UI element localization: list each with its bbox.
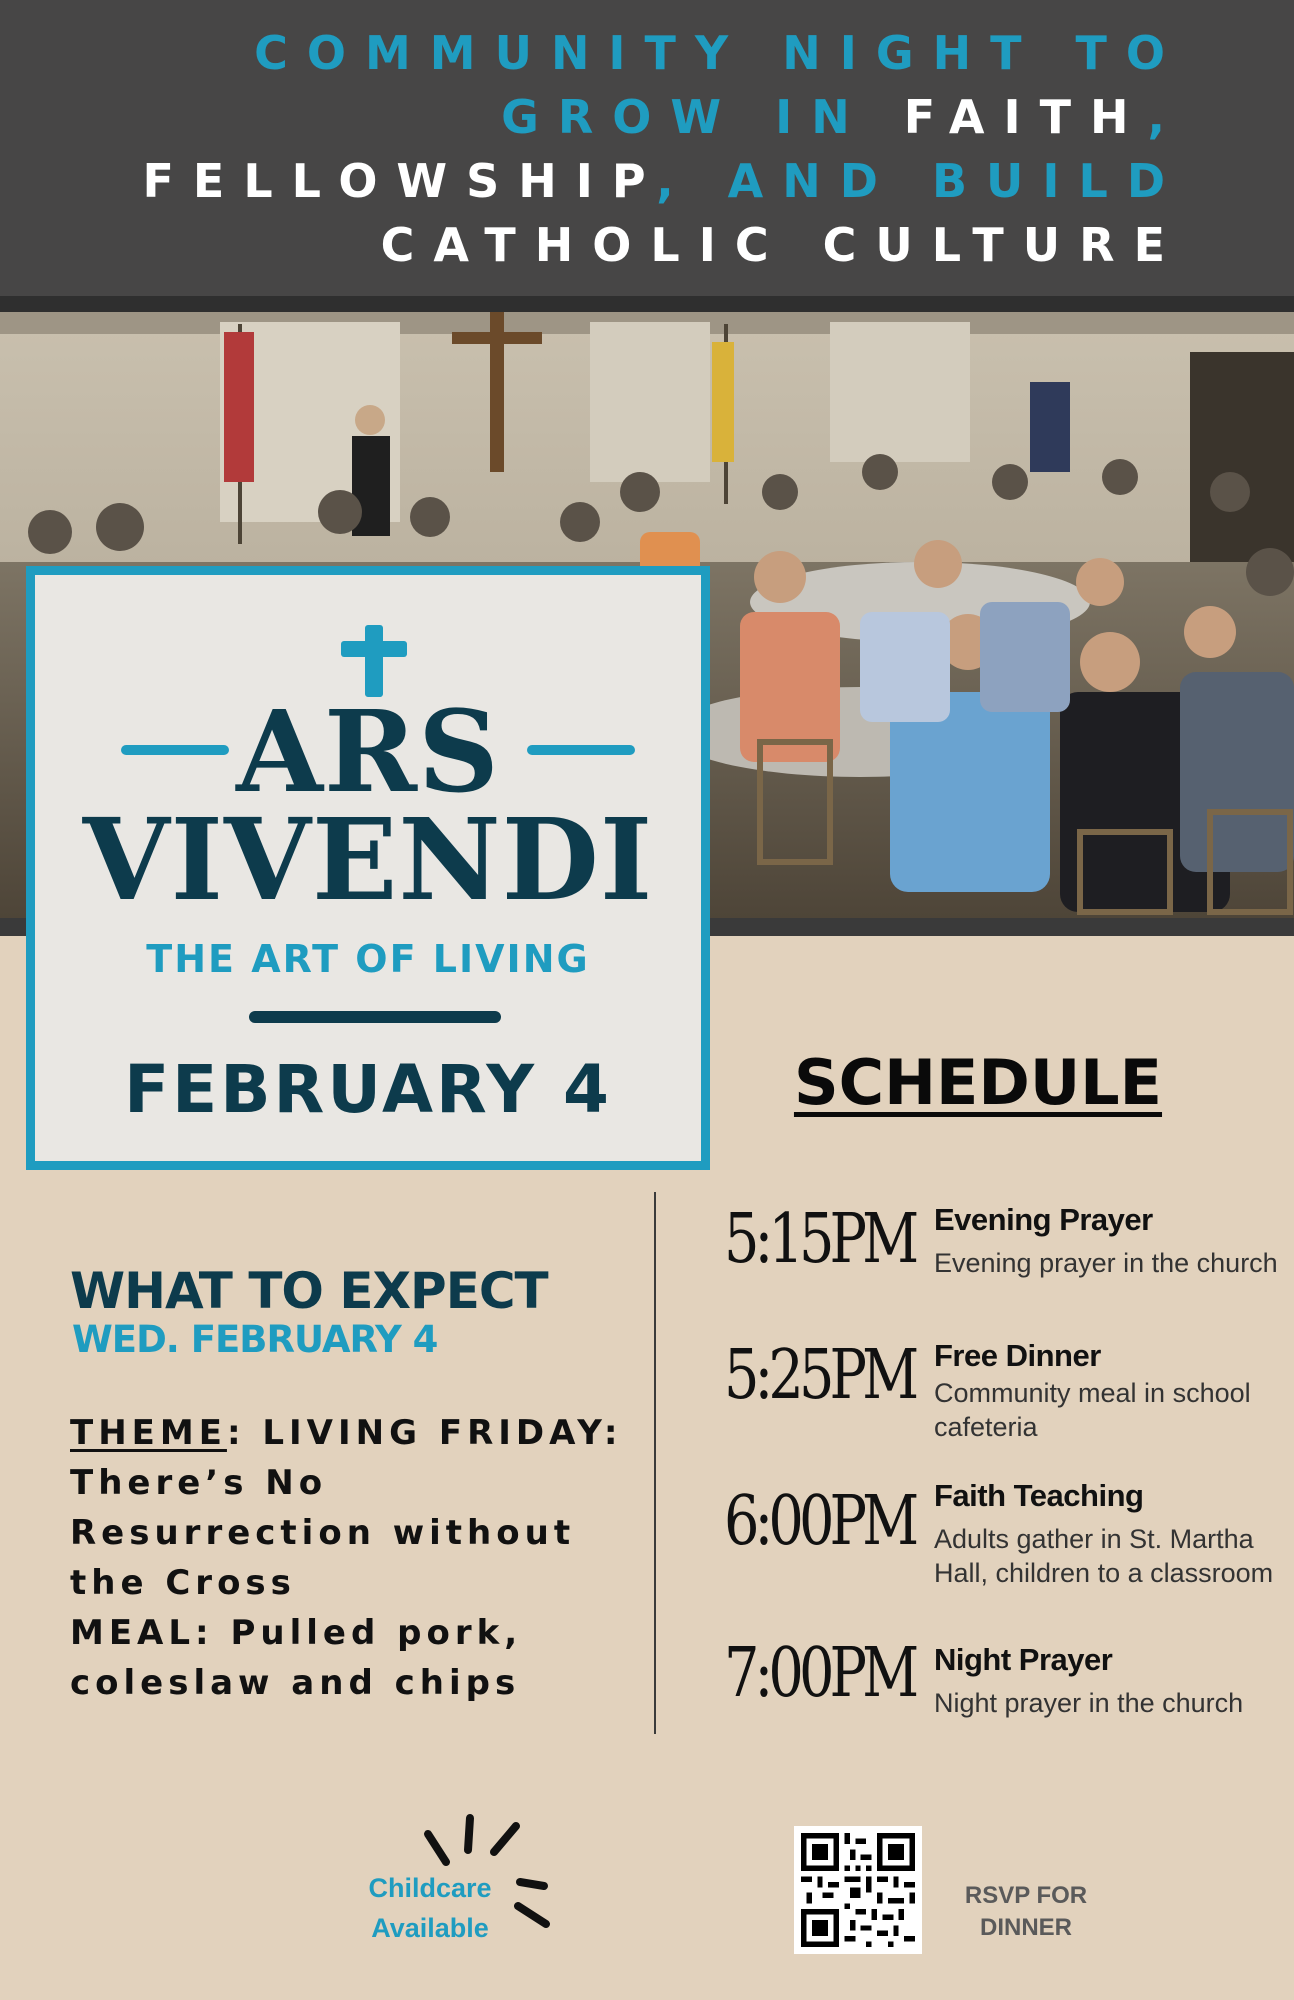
column-divider — [654, 1192, 656, 1734]
header-line-1: COMMUNITY NIGHT TO — [254, 26, 1184, 80]
logo-underline — [249, 1011, 501, 1023]
meal-details: MEAL: Pulled pork, coleslaw and chips — [70, 1613, 523, 1703]
schedule-heading: SCHEDULE — [793, 1046, 1163, 1119]
schedule-time-4: 7:00PM — [724, 1634, 915, 1713]
cross-icon-bar — [341, 641, 407, 657]
schedule-desc-2: Community meal in school cafeteria — [934, 1378, 1251, 1442]
schedule-desc-3: Adults gather in St. Martha Hall, children to a classroom — [934, 1524, 1274, 1588]
header-divider — [0, 296, 1294, 312]
header-line-2-white: FAITH — [903, 90, 1148, 144]
header-line-3-teal: , AND BUILD — [656, 154, 1184, 208]
what-to-expect-date: WED. FEBRUARY 4 — [72, 1318, 438, 1361]
schedule-time-3: 6:00PM — [724, 1482, 915, 1561]
schedule-name-1: Evening Prayer — [934, 1202, 1153, 1237]
childcare-note — [340, 1868, 520, 1948]
header-line-2 — [501, 90, 1184, 144]
header-line-3-white: FELLOWSHIP — [142, 154, 657, 208]
theme-value: : LIVING FRIDAY: There’s No Resurrection without the Cross — [70, 1413, 623, 1603]
header-line-3 — [143, 154, 1185, 208]
schedule-desc-1: Evening prayer in the church — [934, 1248, 1278, 1278]
event-date: FEBRUARY 4 — [124, 1051, 612, 1128]
logo-title-line-1: ARS — [236, 687, 500, 818]
schedule-time-1: 5:15PM — [724, 1200, 915, 1279]
childcare-line-2: Available — [371, 1913, 489, 1943]
header-line-2-comma: , — [1147, 90, 1184, 144]
header-line-2-teal: GROW IN — [501, 90, 904, 144]
rsvp-note — [960, 1880, 1092, 1944]
schedule-desc-4: Night prayer in the church — [934, 1688, 1244, 1718]
theme-label: THEME — [70, 1413, 227, 1453]
schedule-time-2: 5:25PM — [724, 1336, 915, 1415]
ars-vivendi-logo — [26, 566, 710, 1170]
rsvp-line-1: RSVP FOR — [964, 1882, 1088, 1909]
schedule-name-3: Faith Teaching — [934, 1478, 1144, 1513]
logo-subtitle: THE ART OF LIVING — [146, 937, 590, 981]
event-details — [70, 1408, 630, 1708]
qr-code-icon — [801, 1833, 915, 1947]
logo-title-line-2: VIVENDI — [82, 795, 654, 926]
what-to-expect-heading: WHAT TO EXPECT — [70, 1262, 548, 1320]
rsvp-line-2: DINNER — [979, 1914, 1072, 1941]
schedule-name-4: Night Prayer — [934, 1642, 1113, 1677]
header-line-4: CATHOLIC CULTURE — [380, 218, 1184, 272]
header-banner — [0, 0, 1294, 296]
schedule-name-2: Free Dinner — [934, 1338, 1101, 1373]
rsvp-qr-code[interactable] — [794, 1826, 922, 1954]
childcare-line-1: Childcare — [368, 1873, 492, 1903]
